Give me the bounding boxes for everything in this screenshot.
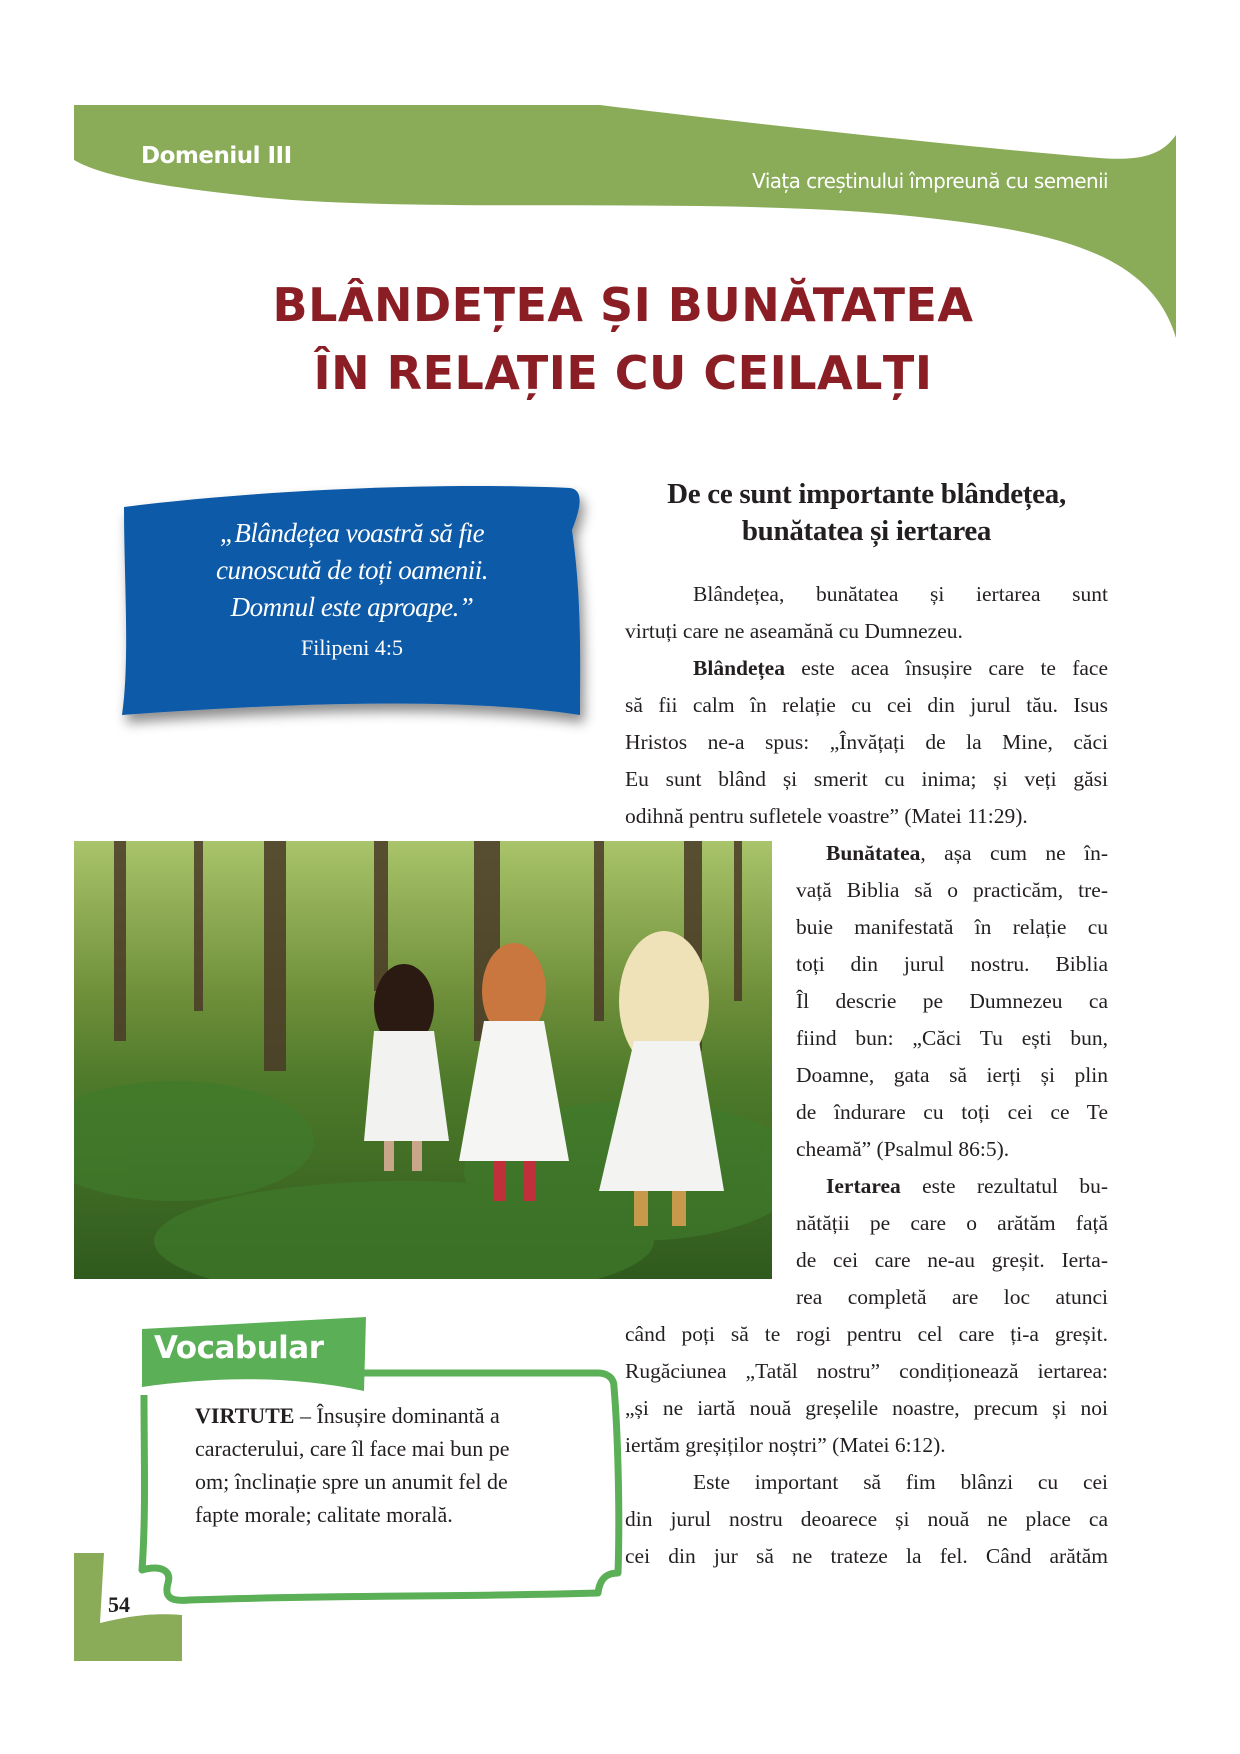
article-line-text: rea completă are loc atunci bbox=[796, 1285, 1108, 1309]
article-line bbox=[796, 1020, 1108, 1057]
quote-reference: Filipeni 4:5 bbox=[300, 635, 404, 660]
article-line bbox=[826, 835, 1108, 872]
article-line-text: este acea însușire care te face bbox=[784, 656, 1108, 680]
article-line-text: cei din jur să ne trateze la fel. Când arătăm bbox=[625, 1544, 1108, 1568]
article-line-text: de îndurare cu toți cei ce Te bbox=[796, 1100, 1108, 1124]
article-line bbox=[625, 1390, 1108, 1427]
article-line bbox=[625, 798, 1108, 835]
bold-term: Iertarea bbox=[826, 1174, 901, 1198]
article-line bbox=[625, 1427, 1108, 1464]
article-line-text: Doamne, gata să ierți și plin bbox=[796, 1063, 1108, 1087]
article-line bbox=[625, 1316, 1108, 1353]
vocabulary-title: Vocabular bbox=[154, 1330, 324, 1366]
article-line-text: Este important să fim blânzi cu cei bbox=[693, 1470, 1108, 1494]
article-line bbox=[796, 872, 1108, 909]
article-line-text: nătății pe care o arătăm față bbox=[796, 1211, 1108, 1235]
quote-line: Domnul este aproape.” bbox=[230, 592, 474, 622]
article-line-text: fiind bun: „Căci Tu ești bun, bbox=[796, 1026, 1108, 1050]
article-line-text: din jurul nostru deoarece și nouă ne place ca bbox=[625, 1507, 1108, 1531]
article-line bbox=[796, 1094, 1108, 1131]
article-line bbox=[796, 1057, 1108, 1094]
vocabulary-definition-line: fapte morale; calitate morală. bbox=[195, 1502, 453, 1527]
article-line-text: Eu sunt blând și smerit cu inima; și veți găsi bbox=[625, 767, 1108, 791]
page-title-line2: ÎN RELAȚIE CU CEILALȚI bbox=[313, 346, 933, 400]
page-title-line1: BLÂNDEȚEA ȘI BUNĂTATEA bbox=[272, 278, 974, 332]
article-line bbox=[796, 1131, 1108, 1168]
article-line bbox=[796, 1242, 1108, 1279]
vocabulary-term: VIRTUTE bbox=[195, 1403, 295, 1428]
article-line bbox=[625, 761, 1108, 798]
article-line-text: cheamă” (Psalmul 86:5). bbox=[796, 1137, 1010, 1161]
article-line bbox=[693, 650, 1108, 687]
article-line-text: buie manifestată în relație cu bbox=[796, 915, 1108, 939]
article-line-text: să fii calm în relație cu cei din jurul tău. Isus bbox=[625, 693, 1108, 717]
photo-girls-in-forest bbox=[74, 841, 772, 1279]
article-line bbox=[625, 613, 1108, 650]
page-number: 54 bbox=[108, 1592, 130, 1617]
article-line-text: Hristos ne-a spus: „Învățați de la Mine, căci bbox=[625, 730, 1108, 754]
theme-label: Viața creștinului împreună cu semenii bbox=[752, 169, 1108, 193]
article-line-text: vață Biblia să o practicăm, tre- bbox=[796, 878, 1108, 902]
vocabulary-definition-line: om; înclinație spre un anumit fel de bbox=[195, 1469, 508, 1494]
article-line-text: virtuți care ne aseamănă cu Dumnezeu. bbox=[625, 619, 963, 643]
article-line bbox=[693, 576, 1108, 613]
article-line-text: Îl descrie pe Dumnezeu ca bbox=[796, 989, 1108, 1013]
quote-line: cunoscută de toți oamenii. bbox=[216, 555, 488, 585]
article-line-text: de cei care ne-au greșit. Ierta- bbox=[796, 1248, 1108, 1272]
article-line-text: odihnă pentru sufletele voastre” (Matei 11:29). bbox=[625, 804, 1028, 828]
article-line bbox=[625, 1538, 1108, 1575]
article-line-text: iertăm greșiților noștri” (Matei 6:12). bbox=[625, 1433, 946, 1457]
article-line bbox=[693, 1464, 1108, 1501]
article-line-text: Blândețea, bunătatea și iertarea sunt bbox=[693, 582, 1108, 606]
vocabulary-definition-line: caracterului, care îl face mai bun pe bbox=[195, 1436, 510, 1461]
bold-term: Bunătatea bbox=[826, 841, 921, 865]
article-line bbox=[625, 1501, 1108, 1538]
article-line bbox=[796, 1279, 1108, 1316]
vocabulary-definition-line bbox=[195, 1403, 500, 1429]
article-line bbox=[625, 687, 1108, 724]
article-line bbox=[625, 1353, 1108, 1390]
article-line-text: , așa cum ne în- bbox=[920, 841, 1108, 865]
article-heading-line2: bunătatea și iertarea bbox=[741, 515, 992, 547]
quote-line: „Blândețea voastră să fie bbox=[219, 518, 485, 548]
article-line bbox=[796, 1205, 1108, 1242]
article-line bbox=[796, 983, 1108, 1020]
article-line-text: „și ne iartă nouă greșelile noastre, precum și noi bbox=[625, 1396, 1108, 1420]
article-line-text: când poți să te rogi pentru cel care ți-a greșit. bbox=[625, 1322, 1108, 1346]
article-line bbox=[625, 724, 1108, 761]
article-line bbox=[826, 1168, 1108, 1205]
article-heading-line1: De ce sunt importante blândețea, bbox=[667, 478, 1066, 510]
article-line bbox=[796, 946, 1108, 983]
vocabulary-text: – Însușire dominantă a bbox=[294, 1403, 500, 1428]
domain-label: Domeniul III bbox=[141, 143, 292, 169]
article-line-text: toți din jurul nostru. Biblia bbox=[796, 952, 1108, 976]
bold-term: Blândețea bbox=[693, 656, 785, 680]
article-line-text: Rugăciunea „Tatăl nostru” condiționează iertarea: bbox=[625, 1359, 1108, 1383]
article-line-text: este rezultatul bu- bbox=[900, 1174, 1108, 1198]
article-line bbox=[796, 909, 1108, 946]
